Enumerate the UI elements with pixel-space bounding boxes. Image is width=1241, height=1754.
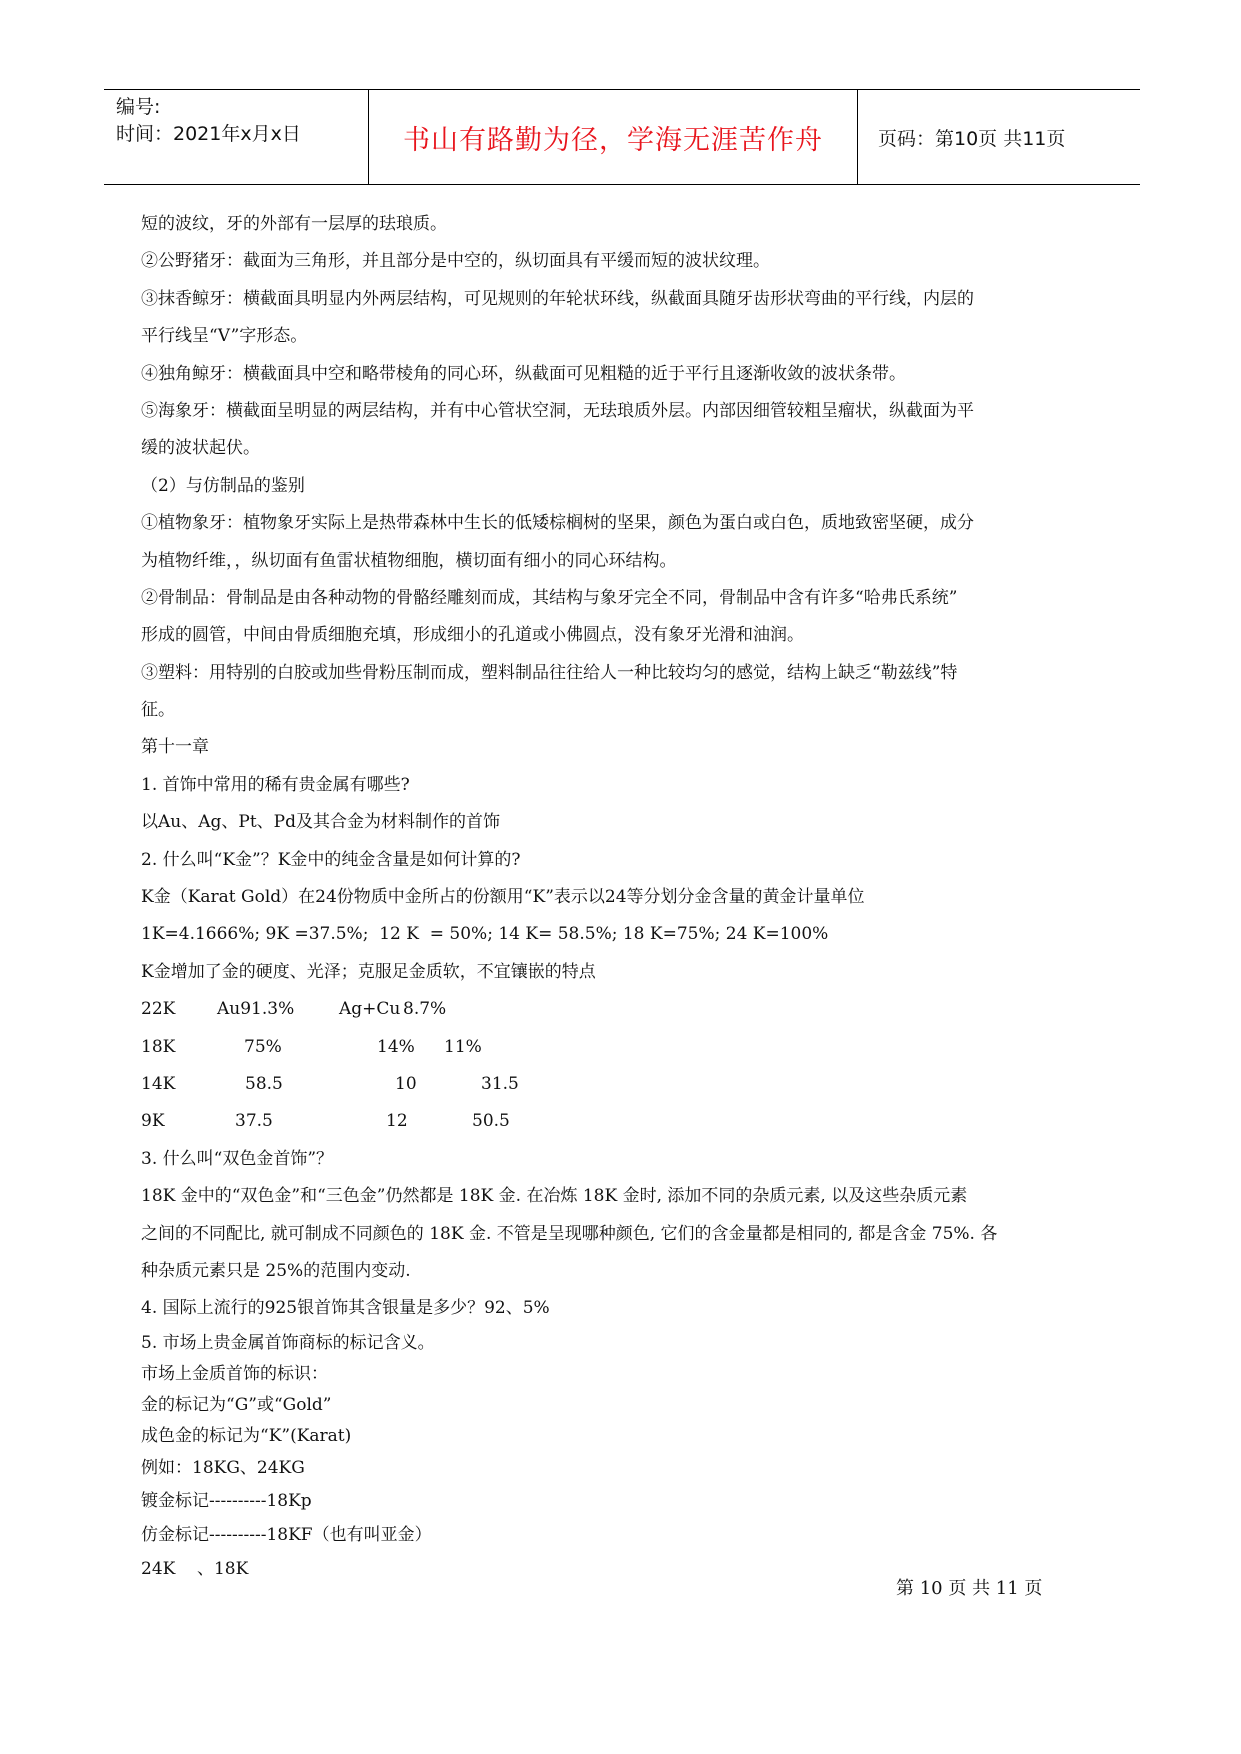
alloy-cell: 37.5 — [235, 1111, 273, 1132]
text-line: 金的标记为“G”或“Gold” — [141, 1394, 332, 1415]
header-left — [116, 94, 362, 148]
text-line: ②公野猪牙：截面为三角形，并且部分是中空的，纵切面具有平缓而短的波状纹理。 — [141, 251, 770, 272]
text-line: ③塑料：用特别的白胶或加些骨粉压制而成，塑料制品往往给人一种比较均匀的感觉，结构上缺乏“勒兹线”特 — [141, 662, 958, 683]
text-line: 24K 、18K — [141, 1558, 249, 1579]
text-line: 为植物纤维，，纵切面有鱼雷状植物细胞，横切面有细小的同心环结构。 — [141, 550, 677, 571]
text-line: 种杂质元素只是 25%的范围内变动. — [141, 1260, 411, 1281]
text-line: 征。 — [141, 700, 175, 721]
text-line: K金增加了金的硬度、光泽；克服足金质软，不宜镶嵌的特点 — [141, 961, 596, 982]
alloy-cell: 18K — [141, 1036, 176, 1057]
time-label: 时间：2021年x月x日 — [116, 123, 301, 145]
page-footer: 第 10 页 共 11 页 — [896, 1578, 1043, 1599]
alloy-cell: 14% — [377, 1036, 415, 1057]
question-4: 4. 国际上流行的925银首饰其含银量是多少？92、5% — [141, 1298, 550, 1319]
alloy-cell: 75% — [244, 1036, 282, 1057]
alloy-cell: Au91.3% — [217, 999, 295, 1020]
text-line: ④独角鲸牙：横截面具中空和略带棱角的同心环，纵截面可见粗糙的近于平行且逐渐收敛的波状条带。 — [141, 363, 906, 384]
text-line: 例如：18KG、24KG — [141, 1457, 305, 1478]
alloy-row — [141, 1066, 1061, 1103]
alloy-cell: 58.5 — [245, 1073, 283, 1094]
text-line: 18K 金中的“双色金”和“三色金”仍然都是 18K 金. 在冶炼 18K 金时, 添加不同的杂质元素, 以及这些杂质元素 — [141, 1186, 968, 1207]
alloy-cell: 8.7% — [403, 999, 447, 1020]
alloy-cell: 10 — [395, 1073, 417, 1094]
text-line: ①植物象牙：植物象牙实际上是热带森林中生长的低矮棕榈树的坚果，颜色为蛋白或白色，质地致密坚硬，成分 — [141, 513, 974, 534]
alloy-row — [141, 1103, 1061, 1140]
question-5: 5. 市场上贵金属首饰商标的标记含义。 — [141, 1332, 435, 1353]
alloy-cell: 50.5 — [472, 1111, 510, 1132]
alloy-cell: Ag+Cu — [339, 999, 401, 1020]
question-1: 1. 首饰中常用的稀有贵金属有哪些? — [141, 774, 410, 795]
text-line: 仿金标记----------18KF（也有叫亚金） — [141, 1524, 432, 1545]
alloy-cell: 11% — [444, 1036, 482, 1057]
text-line: ②骨制品：骨制品是由各种动物的骨骼经雕刻而成，其结构与象牙完全不同，骨制品中含有许多“哈弗氏系统” — [141, 587, 958, 608]
text-line: K金（Karat Gold）在24份物质中金所占的份额用“K”表示以24等分划分金含量的黄金计量单位 — [141, 887, 865, 908]
text-line: 镀金标记----------18Kp — [141, 1491, 312, 1512]
question-2: 2. 什么叫“K金”？K金中的纯金含量是如何计算的? — [141, 849, 521, 870]
text-line: （2）与仿制品的鉴别 — [141, 475, 305, 496]
alloy-cell: 22K — [141, 999, 176, 1020]
document-body — [141, 206, 1061, 1586]
chapter-heading: 第十一章 — [141, 737, 209, 758]
alloy-cell: 12 — [386, 1111, 408, 1132]
text-line: 缓的波状起伏。 — [141, 438, 260, 459]
page-header — [104, 89, 1140, 185]
text-line: 短的波纹，牙的外部有一层厚的珐琅质。 — [141, 214, 447, 234]
alloy-cell: 9K — [141, 1111, 165, 1132]
alloy-cell: 14K — [141, 1073, 176, 1094]
text-line: 以Au、Ag、Pt、Pd及其合金为材料制作的首饰 — [141, 812, 500, 833]
alloy-row — [141, 991, 1061, 1028]
text-line: 形成的圆管，中间由骨质细胞充填，形成细小的孔道或小佛圆点，没有象牙光滑和油润。 — [141, 625, 804, 646]
header-page-info: 页码：第10页 共11页 — [878, 127, 1066, 150]
text-line: 成色金的标记为“K”(Karat) — [141, 1425, 352, 1446]
question-3: 3. 什么叫“双色金首饰”？ — [141, 1148, 334, 1169]
number-label: 编号: — [116, 96, 161, 118]
text-line: 1K=4.1666%; 9K =37.5%; 12 K = 50%; 14 K= 58.5%; 18 K=75%; 24 K=100% — [141, 924, 829, 945]
text-line: 市场上金质首饰的标识： — [141, 1363, 328, 1384]
text-line: ⑤海象牙：横截面呈明显的两层结构，并有中心管状空洞，无珐琅质外层。内部因细管较粗呈瘤状，纵截面为平 — [141, 400, 974, 421]
text-line: 平行线呈“V”字形态。 — [141, 326, 308, 347]
text-line: 之间的不同配比, 就可制成不同颜色的 18K 金. 不管是呈现哪种颜色, 它们的含金量都是相同的, 都是含金 75%. 各 — [141, 1223, 998, 1244]
header-motto: 书山有路勤为径，学海无涯苦作舟 — [368, 90, 858, 184]
alloy-cell: 31.5 — [481, 1073, 519, 1094]
alloy-row — [141, 1029, 1061, 1066]
text-line: ③抹香鲸牙：横截面具明显内外两层结构，可见规则的年轮状环线，纵截面具随牙齿形状弯曲的平行线，内层的 — [141, 288, 974, 309]
